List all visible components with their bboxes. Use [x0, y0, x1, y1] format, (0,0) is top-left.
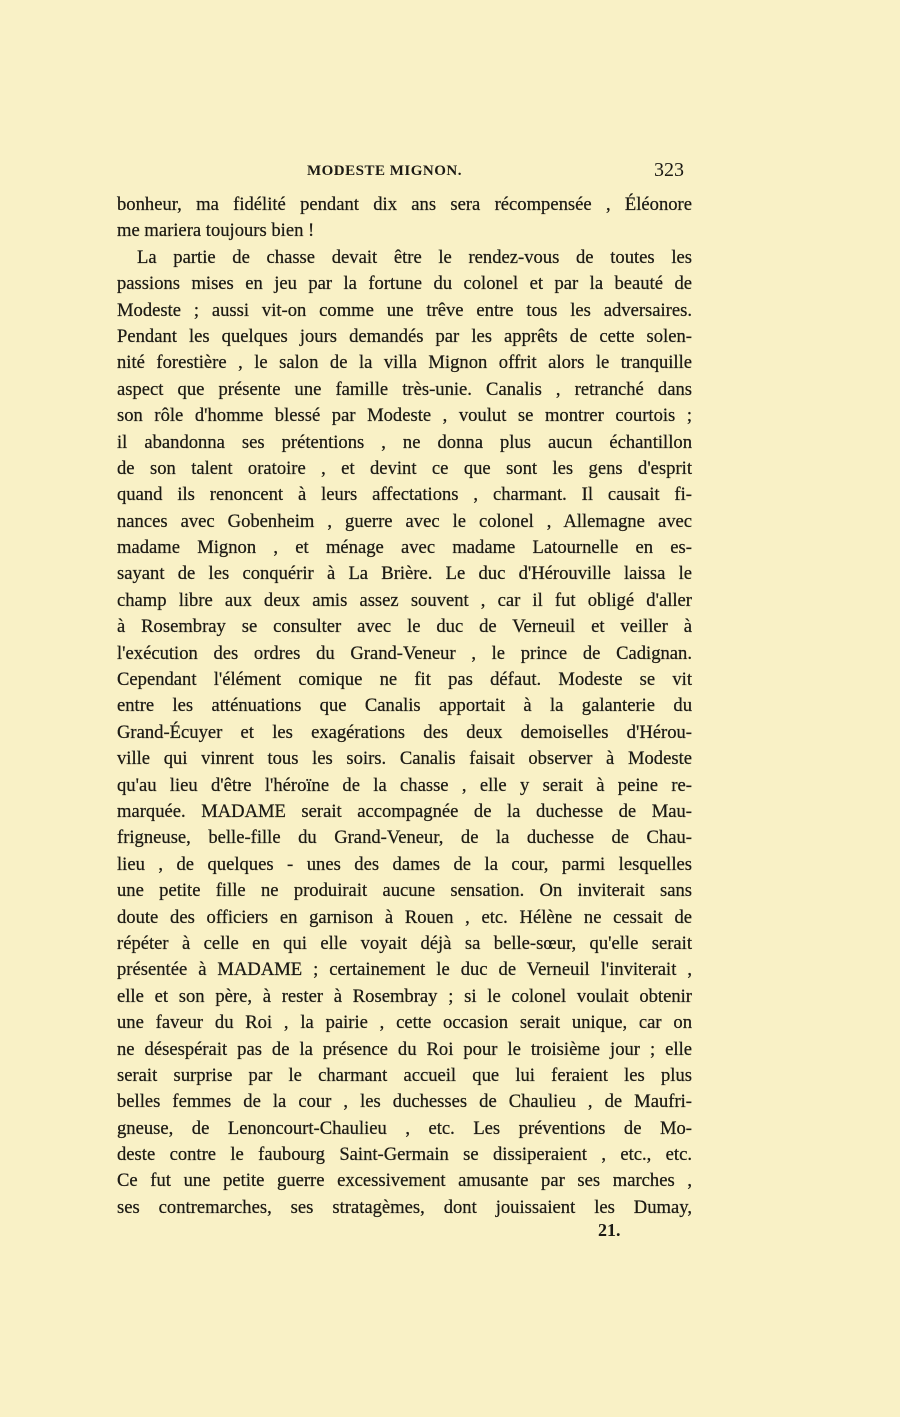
paragraph-start-line: La partie de chasse devait être le rendez-vous de toutes les — [137, 246, 692, 268]
page-number: 323 — [654, 159, 684, 181]
text-line: gneuse, de Lenoncourt-Chaulieu , etc. Les préventions de Mo- — [117, 1117, 692, 1139]
text-line: Pendant les quelques jours demandés par les apprêts de cette solen- — [117, 325, 692, 347]
text-line: une petite fille ne produirait aucune sensation. On inviterait sans — [117, 880, 692, 902]
text-line: lieu , de quelques - unes des dames de la cour, parmi lesquelles — [117, 853, 692, 875]
text-line: champ libre aux deux amis assez souvent , car il fut obligé d'aller — [117, 589, 692, 611]
text-line: à Rosembray se consulter avec le duc de Verneuil et veiller à — [117, 616, 692, 638]
body-text — [117, 192, 692, 1221]
text-line: doute des officiers en garnison à Rouen , etc. Hélène ne cessait de — [117, 906, 692, 928]
text-line: Modeste ; aussi vit-on comme une trêve entre tous les adversaires. — [117, 299, 692, 321]
text-line: son rôle d'homme blessé par Modeste , voulut se montrer courtois ; — [117, 405, 692, 427]
text-line: quand ils renoncent à leurs affectations , charmant. Il causait fi- — [117, 484, 692, 506]
running-head — [117, 160, 692, 184]
text-line: présentée à MADAME ; certainement le duc de Verneuil l'inviterait , — [117, 959, 692, 981]
text-line: Grand-Écuyer et les exagérations des deux demoiselles d'Hérou- — [117, 721, 692, 743]
text-line: ses contremarches, ses stratagèmes, dont jouissaient les Dumay, — [117, 1196, 692, 1218]
text-line: Cependant l'élément comique ne fit pas défaut. Modeste se vit — [117, 669, 692, 691]
text-line: ville qui vinrent tous les soirs. Canalis faisait observer à Modeste — [117, 748, 692, 770]
text-line: il abandonna ses prétentions , ne donna plus aucun échantillon — [117, 431, 692, 453]
text-line: me mariera toujours bien ! — [117, 220, 315, 242]
text-line: elle et son père, à rester à Rosembray ; si le colonel voulait obtenir — [117, 985, 692, 1007]
text-line: nances avec Gobenheim , guerre avec le colonel , Allemagne avec — [117, 510, 692, 532]
text-line: répéter à celle en qui elle voyait déjà sa belle-sœur, qu'elle serait — [117, 932, 692, 954]
text-line: ne désespérait pas de la présence du Roi pour le troisième jour ; elle — [117, 1038, 692, 1060]
text-line: serait surprise par le charmant accueil que lui feraient les plus — [117, 1064, 692, 1086]
text-line: qu'au lieu d'être l'héroïne de la chasse , elle y serait à peine re- — [117, 774, 692, 796]
text-line: deste contre le faubourg Saint-Germain se dissiperaient , etc., etc. — [117, 1144, 692, 1166]
text-line: belles femmes de la cour , les duchesses de Chaulieu , de Maufri- — [117, 1091, 692, 1113]
text-line: nité forestière , le salon de la villa Mignon offrit alors le tranquille — [117, 352, 692, 374]
text-line: aspect que présente une famille très-unie. Canalis , retranché dans — [117, 378, 692, 400]
text-line: sayant de les conquérir à La Brière. Le duc d'Hérouville laissa le — [117, 563, 692, 585]
text-line: de son talent oratoire , et devint ce que sont les gens d'esprit — [117, 457, 692, 479]
signature-mark: 21. — [598, 1220, 621, 1240]
running-title: MODESTE MIGNON. — [306, 163, 462, 179]
text-line: Ce fut une petite guerre excessivement amusante par ses marches , — [117, 1170, 692, 1192]
text-line: une faveur du Roi , la pairie , cette occasion serait unique, car on — [117, 1012, 692, 1034]
text-line: bonheur, ma fidélité pendant dix ans sera récompensée , Éléonore — [117, 194, 692, 215]
text-line: madame Mignon , et ménage avec madame Latournelle en es- — [117, 537, 692, 559]
text-line: marquée. MADAME serait accompagnée de la duchesse de Mau- — [117, 800, 692, 822]
text-line: entre les atténuations que Canalis apportait à la galanterie du — [117, 695, 692, 717]
text-line: frigneuse, belle-fille du Grand-Veneur, de la duchesse de Chau- — [117, 827, 692, 849]
text-line: l'exécution des ordres du Grand-Veneur , le prince de Cadignan. — [117, 642, 692, 664]
text-line: passions mises en jeu par la fortune du colonel et par la beauté de — [117, 273, 692, 295]
